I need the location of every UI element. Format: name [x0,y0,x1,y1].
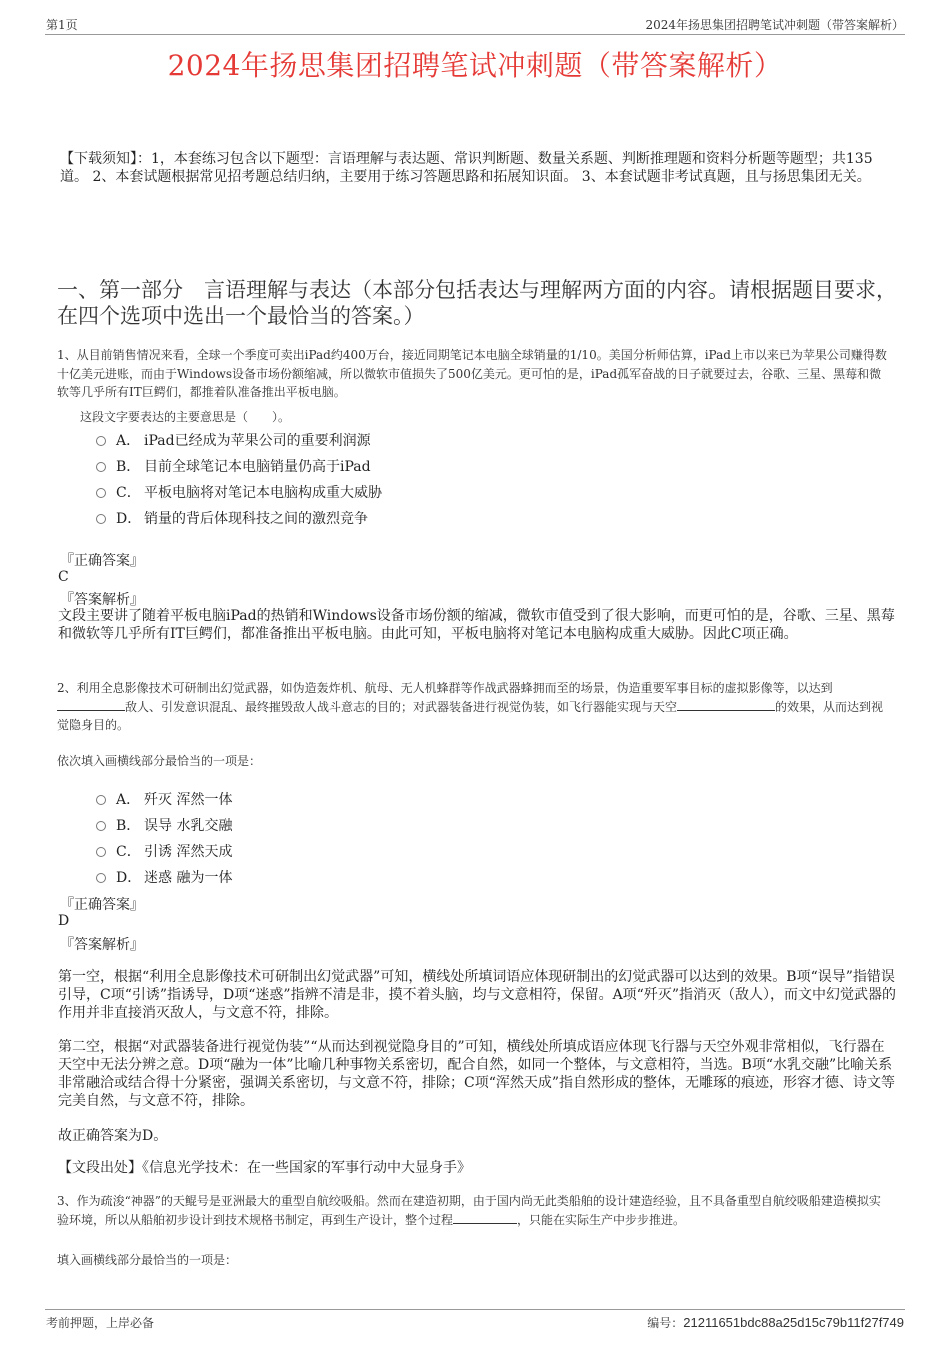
answer-blank [453,1211,517,1224]
radio-icon[interactable] [96,795,106,805]
radio-icon[interactable] [96,488,106,498]
q1-analysis-label: 『答案解析』 [60,592,144,608]
q1-option-a[interactable]: A． iPad已经成为苹果公司的重要利润源 [96,430,371,450]
q2-analysis-conclusion: 故正确答案为D。 [58,1128,168,1144]
radio-icon[interactable] [96,847,106,857]
q2-source: 【文段出处】《信息光学技术：在一些国家的军事行动中大显身手》 [58,1160,471,1176]
q1-option-b[interactable]: B． 目前全球笔记本电脑销量仍高于iPad [96,456,371,476]
radio-icon[interactable] [96,462,106,472]
q2-option-a[interactable]: A． 歼灭 浑然一体 [96,789,232,809]
q2-correct-label: 『正确答案』 [60,897,144,913]
download-notice: 【下载须知】：1，本套练习包含以下题型：言语理解与表达题、常识判断题、数量关系题、判断推理题和资料分析题等题型；共135道。 2、本套试题根据常见招考题总结归纳，主要用于练习答题思路和拓展知识面。 3、本套试题非考试真题，且与扬思集团无关。 [60,151,873,185]
q2-option-d[interactable]: D． 迷惑 融为一体 [96,867,232,887]
document-id: 编号：21211651bdc88a25d15c79b11f27f749 [647,1315,904,1330]
header-divider [45,34,905,35]
question-1-text: 1、从目前销售情况来看，全球一个季度可卖出iPad约400万台，接近同期笔记本电脑全球销量的1/10。美国分析师估算，iPad上市以来已为苹果公司赚得数十亿美元进账，而由于Windows设备市场份额缩减，所以微软市值损失了500亿美元。更可怕的是，iPad孤军奋战的日子就要过去，谷歌、三星、黑莓和微软等几乎所有IT巨鳄们，都推着队准备推出平板电脑。 [57,348,887,399]
footer-divider [45,1309,905,1310]
answer-blank [57,698,125,711]
q2-analysis-paragraph-2: 第二空，根据“对武器装备进行视觉伪装”“从而达到视觉隐身目的”可知，横线处所填成语应体现飞行器与天空外观非常相似，飞行器在天空中无法分辨之意。D项“融为一体”比喻几种事物关系密切，配合自然，如同一个整体，与文意相符，当选。B项“水乳交融”比喻关系非常融洽或结合得十分紧密，强调关系密切，与文意不符，排除；C项“浑然天成”指自然形成的整体，无雕琢的痕迹，形容才德、诗文等完美自然，与文意不符，排除。 [58,1039,896,1109]
question-2-prompt: 依次填入画横线部分最恰当的一项是： [57,754,262,768]
question-1-prompt: 这段文字要表达的主要意思是（ ）。 [80,410,291,424]
radio-icon[interactable] [96,873,106,883]
q2-option-c[interactable]: C． 引诱 浑然天成 [96,841,232,861]
radio-icon[interactable] [96,514,106,524]
answer-blank [677,698,775,711]
page-number: 第1页 [46,18,78,32]
q2-answer: D [58,913,70,929]
section-heading: 一、第一部分 言语理解与表达（本部分包括表达与理解两方面的内容。请根据题目要求，在四个选项中选出一个最恰当的答案。） [57,278,897,328]
question-3-text: 3、作为疏浚“神器”的天鲲号是亚洲最大的重型自航绞吸船。然而在建造初期，由于国内尚无此类船舶的设计建造经验，且不具备重型自航绞吸船建造模拟实验环境，所以从船舶初步设计到技术规格书制定，再到生产设计，整个过程 ，只能在实际生产中步步推进。 [57,1194,881,1227]
header-doc-title: 2024年扬思集团招聘笔试冲刺题（带答案解析） [645,18,904,32]
page-title: 2024年扬思集团招聘笔试冲刺题（带答案解析） [167,49,783,82]
q2-analysis-paragraph-1: 第一空，根据“利用全息影像技术可研制出幻觉武器”可知，横线处所填词语应体现研制出的幻觉武器可以达到的效果。B项“误导”指错误引导，C项“引诱”指诱导，D项“迷惑”指辨不清是非，摸不着头脑，均与文意相符，保留。A项“歼灭”指消灭（敌人），而文中幻觉武器的作用并非直接消灭敌人，与文意不符，排除。 [58,969,896,1021]
footer-slogan: 考前押题，上岸必备 [46,1316,155,1330]
q1-correct-label: 『正确答案』 [60,553,144,569]
q1-option-c[interactable]: C． 平板电脑将对笔记本电脑构成重大威胁 [96,482,382,502]
question-3-prompt: 填入画横线部分最恰当的一项是： [57,1253,238,1267]
radio-icon[interactable] [96,821,106,831]
radio-icon[interactable] [96,436,106,446]
q1-option-d[interactable]: D． 销量的背后体现科技之间的激烈竞争 [96,508,368,528]
q2-analysis-label: 『答案解析』 [60,937,144,953]
q1-answer: C [58,569,69,585]
q2-option-b[interactable]: B． 误导 水乳交融 [96,815,232,835]
question-2-text: 2、利用全息影像技术可研制出幻觉武器，如伪造轰炸机、航母、无人机蜂群等作战武器蜂拥而至的场景，伪造重要军事目标的虚拟影像等，以达到敌人、引发意识混乱、最终摧毁敌人战斗意志的目的；对武器装备进行视觉伪装，如飞行器能实现与天空 的效果，从而达到视觉隐身目的。 [57,681,884,732]
q1-analysis: 文段主要讲了随着平板电脑iPad的热销和Windows设备市场份额的缩减，微软市值受到了很大影响，而更可怕的是，谷歌、三星、黑莓和微软等几乎所有IT巨鳄们，都准备推出平板电脑。由此可知，平板电脑将对笔记本电脑构成重大威胁。因此C项正确。 [58,608,895,642]
